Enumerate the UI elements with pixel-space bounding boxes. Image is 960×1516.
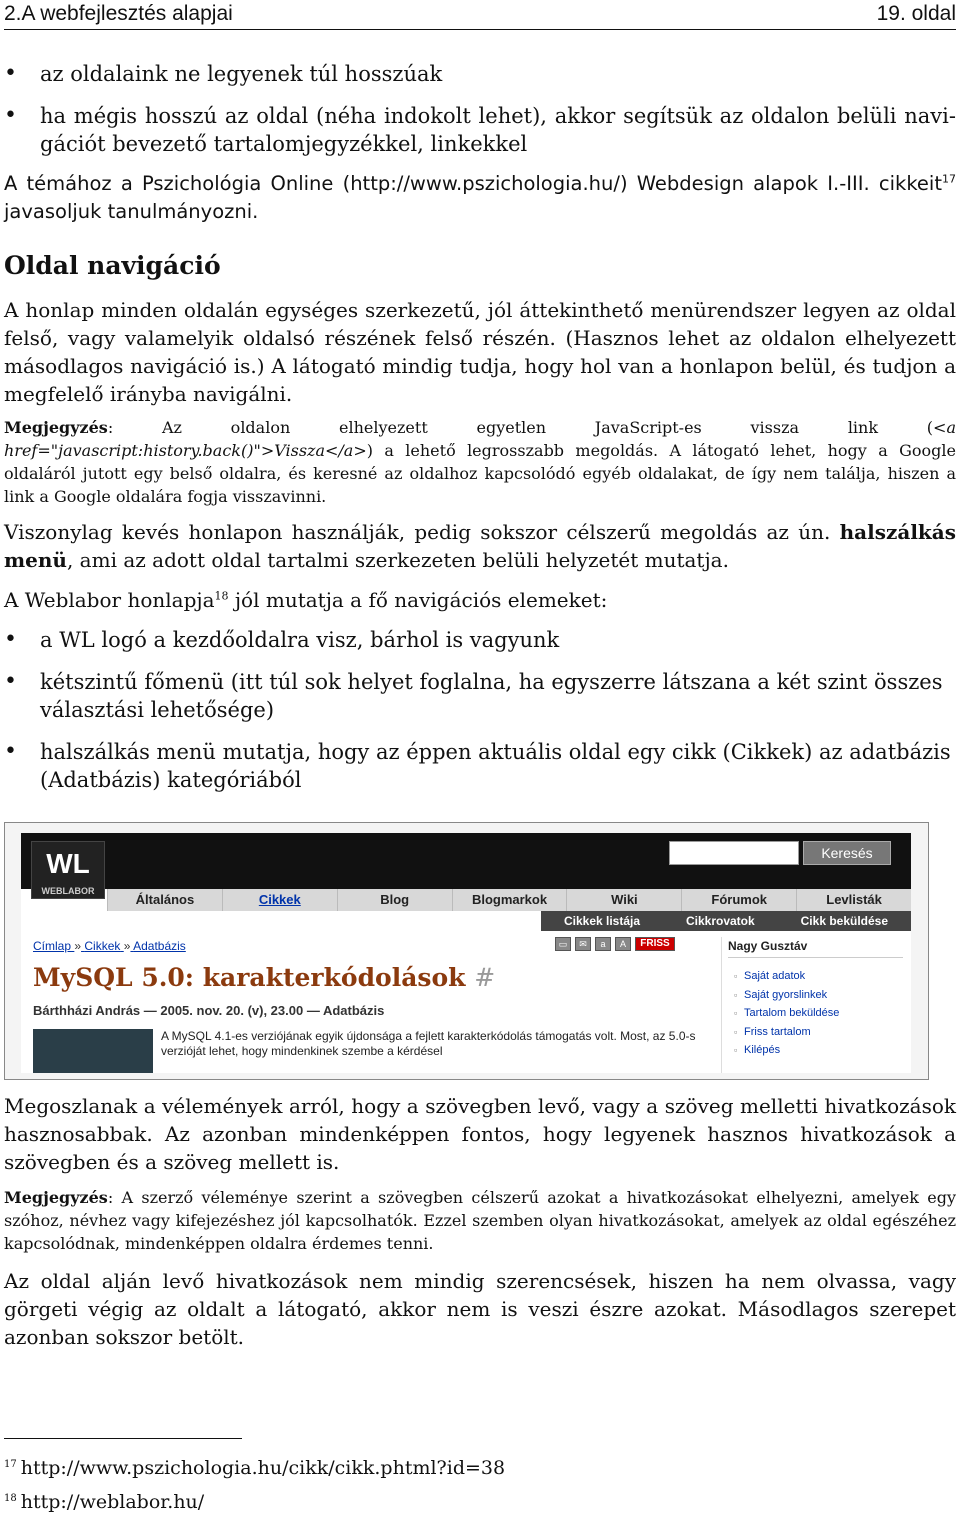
breadcrumb [33,939,186,953]
footnote-ref[interactable]: 18 [214,589,229,603]
user-link[interactable]: ▫ Tartalom beküldése [734,1004,839,1023]
footnote-17 [4,1456,505,1480]
mail-icon[interactable]: ✉ [575,937,591,951]
list-item: • a WL logó a kezdőoldalra visz, bárhol is vagyunk [4,626,956,654]
list-item: • az oldalaink ne legyenek túl hosszúak [4,60,956,88]
footnote-number: 18 [4,1492,17,1504]
permalink-hash[interactable]: # [474,963,496,992]
print-icon[interactable]: ▭ [555,937,571,951]
menu-item[interactable]: Általános [107,889,222,911]
submenu-item[interactable]: Cikkrovatok [685,914,755,928]
paragraph-weblabor [4,586,956,614]
search-input[interactable] [669,841,799,865]
font-large-icon[interactable]: A [615,937,631,951]
note-author-opinion [4,1186,956,1255]
note-label: Megjegyzés [4,1188,108,1207]
submenu-item[interactable]: Cikkek listája [563,914,641,928]
screenshot-viewport [21,833,911,1073]
paragraph-intro [4,170,956,226]
list-item: • kétszintű főmenü (itt túl sok helyet foglalna, ha egyszerre látszana a két szint összes választási lehetősége) [4,668,956,724]
paragraph-tail: jól mutatja a fő navigációs elemeket: [228,588,608,612]
article-toolbar [555,937,675,951]
user-link[interactable]: ▫ Kilépés [734,1041,839,1060]
list-item: • halszálkás menü mutatja, hogy az éppen aktuális oldal egy cikk (Cikkek) az adatbázis (Adatbázis) kategóriából [4,738,956,794]
paragraph-bottom-links: Az oldal alján levő hivatkozások nem mindig szerencsések, hiszen ha nem olvassa, vagy görgeti végig az oldalt a látogató, akkor nem is veszi észre azokat. Másodlagos szerepet azonban sokszor betölt. [4,1269,956,1349]
breadcrumb-separator: » [74,939,82,953]
user-link[interactable]: ▫ Friss tartalom [734,1023,839,1042]
article-title [33,963,495,992]
main-menu [107,889,911,911]
footnote-link[interactable]: http://weblabor.hu/ [20,1491,205,1513]
menu-item[interactable]: Wiki [566,889,681,911]
weblabor-screenshot [4,822,929,1080]
paragraph-text: Viszonylag kevés honlapon használják, pedig sokszor célszerű megoldás az ún. [4,520,840,544]
list-item: • ha mégis hosszú az oldal (néha indokolt lehet), akkor segítsük az oldalon belüli navigációt bevezető tartalomjegyzékkel, linkekkel [4,102,956,158]
menu-item[interactable]: Blogmarkok [452,889,567,911]
search-button[interactable]: Keresés [803,841,891,865]
paragraph-navigation: A honlap minden oldalán egységes szerkezetű, jól áttekinthető menürendszer legyen az oldal felső, vagy valamelyik oldalsó részének felső részén. (Hasznos lehet az oldalon elhelyezett másodlagos navigáció is.) A látogató mindig tudja, hogy hol van a honlapon belül, és tudjon a megfelelő irányba navigálni. [4,298,956,406]
footnote-separator [4,1438,242,1439]
weblabor-logo[interactable] [31,841,105,899]
menu-item[interactable]: Fórumok [681,889,796,911]
note-label: Megjegyzés [4,418,108,437]
paragraph-text: A Weblabor honlapja [4,588,215,612]
user-links [734,967,839,1060]
submenu-item[interactable]: Cikk beküldése [800,914,889,928]
font-small-icon[interactable]: a [595,937,611,951]
user-link[interactable]: ▫ Saját adatok [734,967,839,986]
breadcrumb-item[interactable]: Cikkek [84,939,121,953]
user-sidebar [721,937,911,1073]
divider [728,957,903,958]
sub-menu [541,911,911,931]
page-header [4,0,956,30]
paragraph-text: A témához a Pszichológia Online (http://www.pszichologia.hu/) Webdesign alapok I.-III. cikkeit [4,172,942,195]
chapter-title: 2.A webfejlesztés alapjai [4,2,233,25]
note-text-b: ) a lehető legrosszabb megoldás. A látogató lehet, hogy a Google oldaláról jutott egy belső oldalra, és keresné az oldalhoz kapcsolódó egyéb oldalakat, de így nem találja, hiszen a link a Google oldalára fogja visszavinni. [4,441,956,506]
page-body [4,60,956,794]
article-lead: A MySQL 4.1-es verziójának egyik újdonsága a fejlett karakterkódolás támogatás volt. Most, az 5.0-s verzióját lehet, hogy mindenkinek szembe a kérdésel [161,1029,696,1058]
logo-mark: WL [46,848,90,879]
breadcrumb-separator: » [123,939,131,953]
paragraph-tail: javasoljuk tanulmányozni. [4,200,259,223]
note-text-a: : Az oldalon elhelyezett egyetlen JavaScript-es vissza link ( [107,418,934,437]
footnote-link[interactable]: http://www.pszichologia.hu/cikk/cikk.phtml?id=38 [20,1457,506,1479]
friss-badge[interactable]: FRISS [635,937,675,951]
note-text: : A szerző véleménye szerint a szövegben célszerű azokat a hivatkozásokat elhelyezni, amelyek egy szóhoz, névhez vagy kifejezéshez jól kapcsolhatók. Ezzel szemben olyan hivatkozásokat, amelyek az oldal egészéhez kapcsolódnak, mindenképpen oldalra érdemes tenni. [4,1188,956,1253]
footnote-ref[interactable]: 17 [942,172,956,186]
user-name: Nagy Gusztáv [728,939,808,953]
logo-subtitle: WEBLABOR [41,886,95,896]
footnote-18 [4,1490,204,1514]
article-meta: Bárthházi András — 2005. nov. 20. (v), 23.00 — Adatbázis [33,1003,385,1018]
article-thumbnail [33,1029,153,1073]
page-number: 19. oldal [876,2,956,25]
menu-item[interactable]: Levlisták [796,889,911,911]
note-code: <a href="javascript:history.back()">Vissza</a> [4,418,956,460]
section-heading: Oldal navigáció [4,251,221,280]
footnote-number: 17 [4,1458,17,1470]
paragraph-breadcrumb [4,518,956,574]
note-javascript [4,416,956,508]
menu-item[interactable]: Blog [337,889,452,911]
bullet-list-1 [4,60,956,158]
article-title-text: MySQL 5.0: karakterkódolások [33,963,466,992]
breadcrumb-item[interactable]: Adatbázis [133,939,186,953]
bullet-list-2 [4,626,956,794]
user-link[interactable]: ▫ Saját gyorslinkek [734,986,839,1005]
paragraph-tail: , ami az adott oldal tartalmi szerkezeten belüli helyzetét mutatja. [66,548,729,572]
menu-item-active[interactable]: Cikkek [222,889,337,911]
breadcrumb-item[interactable]: Címlap [33,939,72,953]
paragraph-references: Megoszlanak a vélemények arról, hogy a szövegben levő, vagy a szöveg melletti hivatkozások hasznosabbak. Az azonban mindenképpen fontos, hogy legyenek hasznos hivatkozások a szövegben és a szöveg mellett is. [4,1094,956,1174]
lower-body [4,1092,956,1351]
term-bold: halszálkás menü [4,520,956,572]
